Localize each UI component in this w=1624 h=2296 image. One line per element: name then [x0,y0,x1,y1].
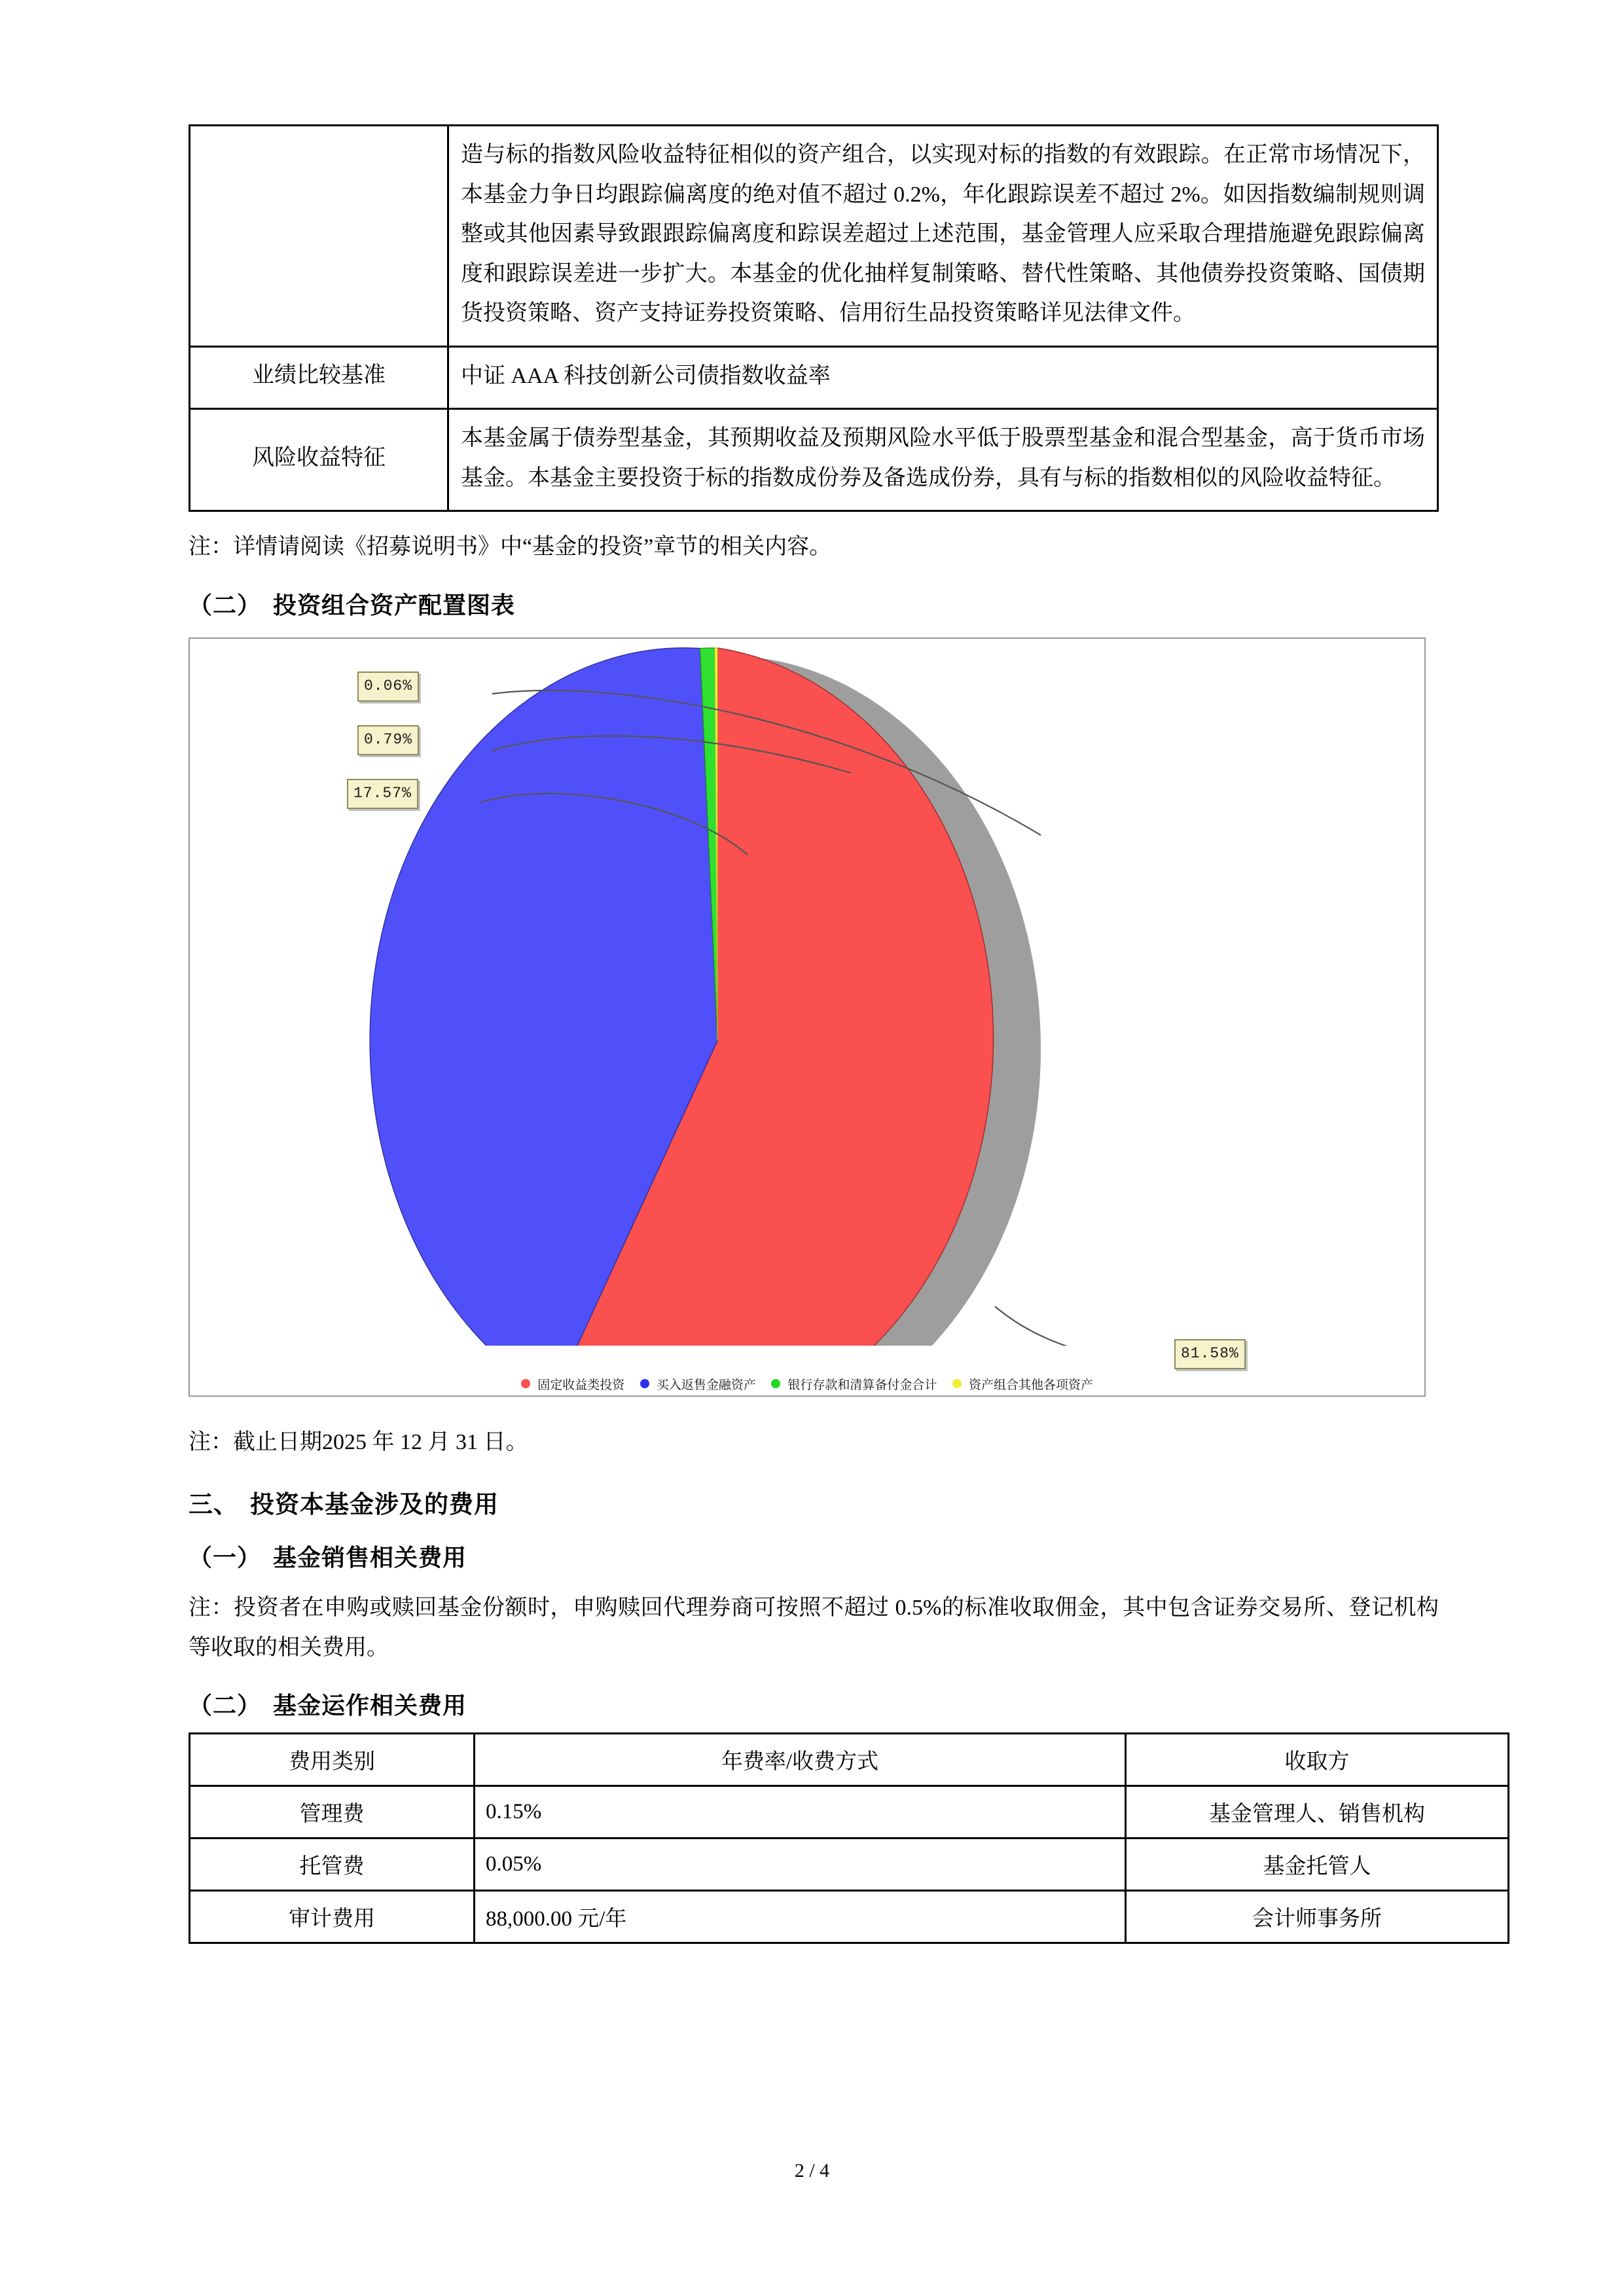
fund-row-value-2: 本基金属于债券型基金，其预期收益及预期风险水平低于股票型基金和混合型基金，高于货币市场基金。本基金主要投资于标的指数成份券及备选成份券，具有与标的指数相似的风险收益特征。 [461,426,1425,490]
fee-row-0-category: 管理费 [190,1786,475,1839]
fund-row-value-1: 中证 AAA 科技创新公司债指数收益率 [461,363,831,388]
legend-swatch-green-icon [771,1379,780,1388]
table-row [190,346,1438,409]
table-row [190,126,1438,347]
table-row [190,1786,1509,1839]
operation-fees-title: 基金运作相关费用 [273,1693,467,1719]
legend-label-other-assets: 资产组合其他各项资产 [969,1378,1094,1392]
asset-allocation-pie-chart [189,637,1426,1397]
sales-fees-heading [189,1539,1439,1573]
sales-fees-number: （一） [189,1545,262,1571]
fee-header-rate: 年费率/收费方式 [475,1734,1126,1786]
operation-fees-heading [189,1687,1439,1721]
fee-header-recipient: 收取方 [1126,1734,1509,1786]
fee-row-0-rate: 0.15% [475,1786,1126,1839]
fee-header-category: 费用类别 [190,1734,475,1786]
operation-fee-table [189,1732,1509,1944]
table-row [190,409,1438,511]
fee-row-2-category: 审计费用 [190,1891,475,1943]
fee-row-0-recipient: 基金管理人、销售机构 [1126,1786,1509,1839]
legend-item-bank-deposits [771,1375,937,1393]
pie-label-fixed-income: 81.58% [1174,1339,1246,1369]
table-row [190,1839,1509,1891]
legend-item-other-assets [952,1375,1093,1393]
legend-item-reverse-repo [640,1375,756,1393]
sales-fee-note: 注：投资者在申购或赎回基金份额时，申购赎回代理券商可按照不超过 0.5%的标准收取佣金，其中包含证券交易所、登记机构等收取的相关费用。 [189,1596,1439,1660]
legend-swatch-yellow-icon [952,1379,962,1388]
pie-chart-legend [190,1375,1424,1393]
leader-line-fixed-income [995,1306,1172,1346]
chart-section-number: （二） [189,592,262,619]
operation-fees-number: （二） [189,1693,262,1719]
fee-row-1-rate: 0.05% [475,1839,1126,1891]
legend-label-fixed-income: 固定收益类投资 [537,1378,625,1392]
sales-fees-title: 基金销售相关费用 [273,1545,467,1571]
fund-row-value-0: 造与标的指数风险收益特征相似的资产组合，以实现对标的指数的有效跟踪。在正常市场情况下，本基金力争日均跟踪偏离度的绝对值不超过 0.2%，年化跟踪误差不超过 2%。如因指数编制规则调整或其他因素导致跟跟踪偏离度和踪误差超过上述范围，基金管理人应采取合理措施避免跟踪偏离度和跟踪误差进一步扩大。本基金的优化抽样复制策略、替代性策略、其他债券投资策略、国债期货投资策略、资产支持证券投资策略、信用衍生品投资策略详见法律文件。 [461,143,1425,326]
fund-row-label-1: 业绩比较基准 [190,346,448,409]
table-header-row [190,1734,1509,1786]
fee-row-1-category: 托管费 [190,1839,475,1891]
legend-swatch-blue-icon [640,1379,649,1388]
chart-section-title: 投资组合资产配置图表 [273,592,516,619]
pie-label-bank-deposits: 0.79% [357,725,419,755]
page-number-footer: 2 / 4 [794,2160,830,2181]
legend-swatch-red-icon [521,1379,530,1388]
fee-row-2-rate: 88,000.00 元/年 [475,1891,1126,1943]
table-row [190,1891,1509,1943]
fees-section-title: 投资本基金涉及的费用 [250,1492,499,1519]
chart-cutoff-note: 注：截止日期2025 年 12 月 31 日。 [189,1429,528,1454]
fee-row-2-recipient: 会计师事务所 [1126,1891,1509,1943]
pie-label-other-assets: 0.06% [357,672,419,702]
fund-row-label-2: 风险收益特征 [190,409,448,511]
legend-item-fixed-income [521,1375,624,1393]
page-content [189,124,1439,1944]
pie-label-reverse-repo: 17.57% [347,779,418,809]
fees-section-heading [189,1484,1439,1520]
legend-label-reverse-repo: 买入返售金融资产 [656,1378,756,1392]
chart-section-heading [189,587,1439,620]
fund-table-note: 注：详情请阅读《招募说明书》中“基金的投资”章节的相关内容。 [189,535,832,560]
legend-label-bank-deposits: 银行存款和清算备付金合计 [787,1378,937,1392]
fund-row-label-0 [190,126,448,347]
fees-section-number: 三、 [189,1492,238,1519]
fee-row-1-recipient: 基金托管人 [1126,1839,1509,1891]
fund-info-table [189,124,1439,512]
